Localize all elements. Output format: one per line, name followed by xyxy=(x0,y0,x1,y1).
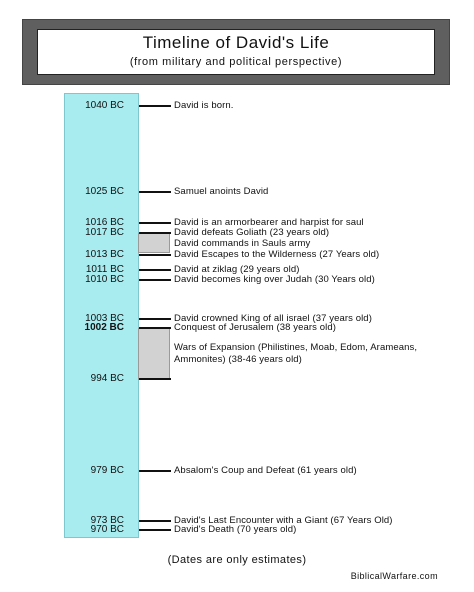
timeline-tick xyxy=(139,529,171,531)
year-label: 1013 BC xyxy=(85,249,124,260)
title-banner xyxy=(22,19,450,85)
timeline-tick xyxy=(139,327,171,329)
event-label: Samuel anoints David xyxy=(174,186,269,197)
timeline-tick xyxy=(139,318,171,320)
event-label: David commands in Sauls army xyxy=(174,238,311,249)
year-label: 1025 BC xyxy=(85,186,124,197)
year-label: 979 BC xyxy=(90,465,124,476)
event-label: David Escapes to the Wilderness (27 Years old) xyxy=(174,249,380,260)
year-label: 1010 BC xyxy=(85,274,124,285)
source-credit: BiblicalWarfare.com xyxy=(350,571,438,581)
year-label: 1040 BC xyxy=(85,100,124,111)
year-label: 1003 BC xyxy=(85,313,124,324)
period-bar-wars-of-expansion xyxy=(138,328,170,380)
page-title: Timeline of David's Life xyxy=(142,33,330,52)
estimate-footnote: (Dates are only estimates) xyxy=(167,554,307,566)
year-label: 1016 BC xyxy=(85,217,124,228)
year-label: 1011 BC xyxy=(85,264,124,275)
timeline-tick xyxy=(139,232,171,234)
event-label: David is born. xyxy=(174,100,234,111)
event-label: Absalom's Coup and Defeat (61 years old) xyxy=(174,465,357,476)
year-label: 973 BC xyxy=(90,515,124,526)
period-bar-saul-service xyxy=(138,233,170,253)
event-label: David crowned King of all israel (37 years old) xyxy=(174,313,372,324)
timeline-tick xyxy=(139,222,171,224)
timeline-tick xyxy=(139,269,171,271)
timeline-tick xyxy=(139,191,171,193)
year-label: 994 BC xyxy=(90,373,124,384)
timeline-tick xyxy=(139,279,171,281)
timeline-tick xyxy=(139,254,171,256)
event-label: David's Last Encounter with a Giant (67 Years Old) xyxy=(174,515,393,526)
timeline-tick xyxy=(139,105,171,107)
timeline-tick xyxy=(139,470,171,472)
event-label: David is an armorbearer and harpist for saul xyxy=(174,217,364,228)
year-label: 1002 BC xyxy=(84,322,124,333)
event-label: David becomes king over Judah (30 Years old) xyxy=(174,274,375,285)
page-subtitle: (from military and political perspective) xyxy=(129,56,343,68)
event-label: David at ziklag (29 years old) xyxy=(174,264,300,275)
timeline-tick xyxy=(139,378,171,380)
year-label: 970 BC xyxy=(90,524,124,535)
event-label: Wars of Expansion (Philistines, Moab, Edom, Arameans, Ammonites) (38-46 years old) xyxy=(174,342,418,365)
year-label: 1017 BC xyxy=(85,227,124,238)
title-panel xyxy=(37,29,435,75)
timeline-tick xyxy=(139,520,171,522)
event-label: David's Death (70 years old) xyxy=(174,524,297,535)
event-label: Conquest of Jerusalem (38 years old) xyxy=(174,322,337,333)
event-label: David defeats Goliath (23 years old) xyxy=(174,227,330,238)
